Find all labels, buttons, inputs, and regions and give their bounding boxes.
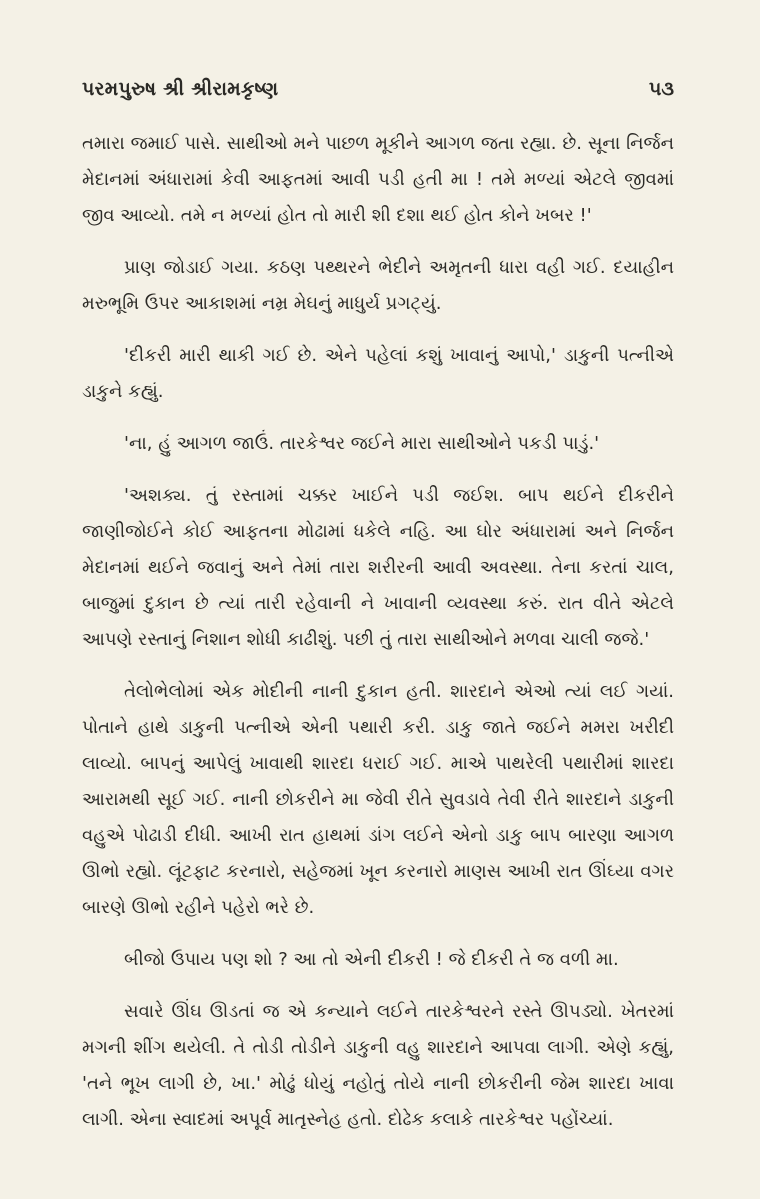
body-text xyxy=(82,126,674,1138)
page-header xyxy=(82,78,674,100)
paragraph: બીજો ઉપાય પણ શો ? આ તો એની દીકરી ! જે દીકરી તે જ વળી મા. xyxy=(124,949,619,970)
paragraph: 'અશક્ય. તું રસ્તામાં ચક્કર ખાઈને પડી જઈશ. બાપ થઈને દીકરીને જાણીજોઈને કોઈ આફતના મોઢામાં ધકેલે નહિ. આ ઘોર અંધારામાં અને નિર્જન મેદાનમાં થઈને જવાનું અને તેમાં તારા શરીરની આવી અવસ્થા. તેના કરતાં ચાલ, બાજુમાં દુકાન છે ત્યાં તારી રહેવાની ને ખાવાની વ્યવસ્થા કરું. રાત વીતે એટલે આપણે રસ્તાનું નિશાન શોધી કાઢીશું. પછી તું તારા સાથીઓને મળવા ચાલી જજે.' xyxy=(82,485,674,650)
paragraph: સવારે ઊંઘ ઊડતાં જ એ કન્યાને લઈને તારકેશ્વરને રસ્તે ઊપડ્યો. ખેતરમાં મગની શીંગ થયેલી. તે તોડી તોડીને ડાકુની વહુ શારદાને આપવા લાગી. એણે કહ્યું, 'તને ભૂખ લાગી છે, ખા.' મોઢું ધોયું નહોતું તોયે નાની છોકરીની જેમ શારદા ખાવા લાગી. એના સ્વાદમાં અપૂર્વ માતૃસ્નેહ હતો. દોઢેક કલાકે તારકેશ્વર પહોંચ્યાં. xyxy=(82,1001,674,1130)
paragraph: તમારા જમાઈ પાસે. સાથીઓ મને પાછળ મૂકીને આગળ જતા રહ્યા. છે. સૂના નિર્જન મેદાનમાં અંધારામાં કેવી આફતમાં આવી પડી હતી મા ! તમે મળ્યાં એટલે જીવમાં જીવ આવ્યો. તમે ન મળ્યાં હોત તો મારી શી દશા થઈ હોત કોને ખબર !' xyxy=(82,133,674,226)
paragraph: 'દીકરી મારી થાકી ગઈ છે. એને પહેલાં કશું ખાવાનું આપો,' ડાકુની પત્નીએ ડાકુને કહ્યું. xyxy=(82,345,674,402)
paragraph: 'ના, હું આગળ જાઉં. તારકેશ્વર જઈને મારા સાથીઓને પકડી પાડું.' xyxy=(124,433,600,454)
paragraph: તેલોભેલોમાં એક મોદીની નાની દુકાન હતી. શારદાને એઓ ત્યાં લઈ ગયાં. પોતાને હાથે ડાકુની પત્નીએ એની પથારી કરી. ડાકુ જાતે જઈને મમરા ખરીદી લાવ્યો. બાપનું આપેલું ખાવાથી શારદા ધરાઈ ગઈ. માએ પાથરેલી પથારીમાં શારદા આરામથી સૂઈ ગઈ. નાની છોકરીને મા જેવી રીતે સુવડાવે તેવી રીતે શારદાને ડાકુની વહુએ પોઢાડી દીધી. આખી રાત હાથમાં ડાંગ લઈને એનો ડાકુ બાપ બારણા આગળ ઊભો રહ્યો. લૂંટફાટ કરનારો, સહેજમાં ખૂન કરનારો માણસ આખી રાત ઊંઘ્યા વગર બારણે ઊભો રહીને પહેરો ભરે છે. xyxy=(82,681,674,918)
running-title: પરમપુરુષ શ્રી શ્રીરામકૃષ્ણ xyxy=(82,78,279,100)
paragraph: પ્રાણ જોડાઈ ગયા. કઠણ પથ્થરને ભેદીને અમૃતની ધારા વહી ગઈ. દયાહીન મરુભૂમિ ઉપર આકાશમાં નમ્ર મેઘનું માધુર્ય પ્રગટ્યું. xyxy=(82,257,674,314)
page-number: ૫૩ xyxy=(648,78,674,100)
